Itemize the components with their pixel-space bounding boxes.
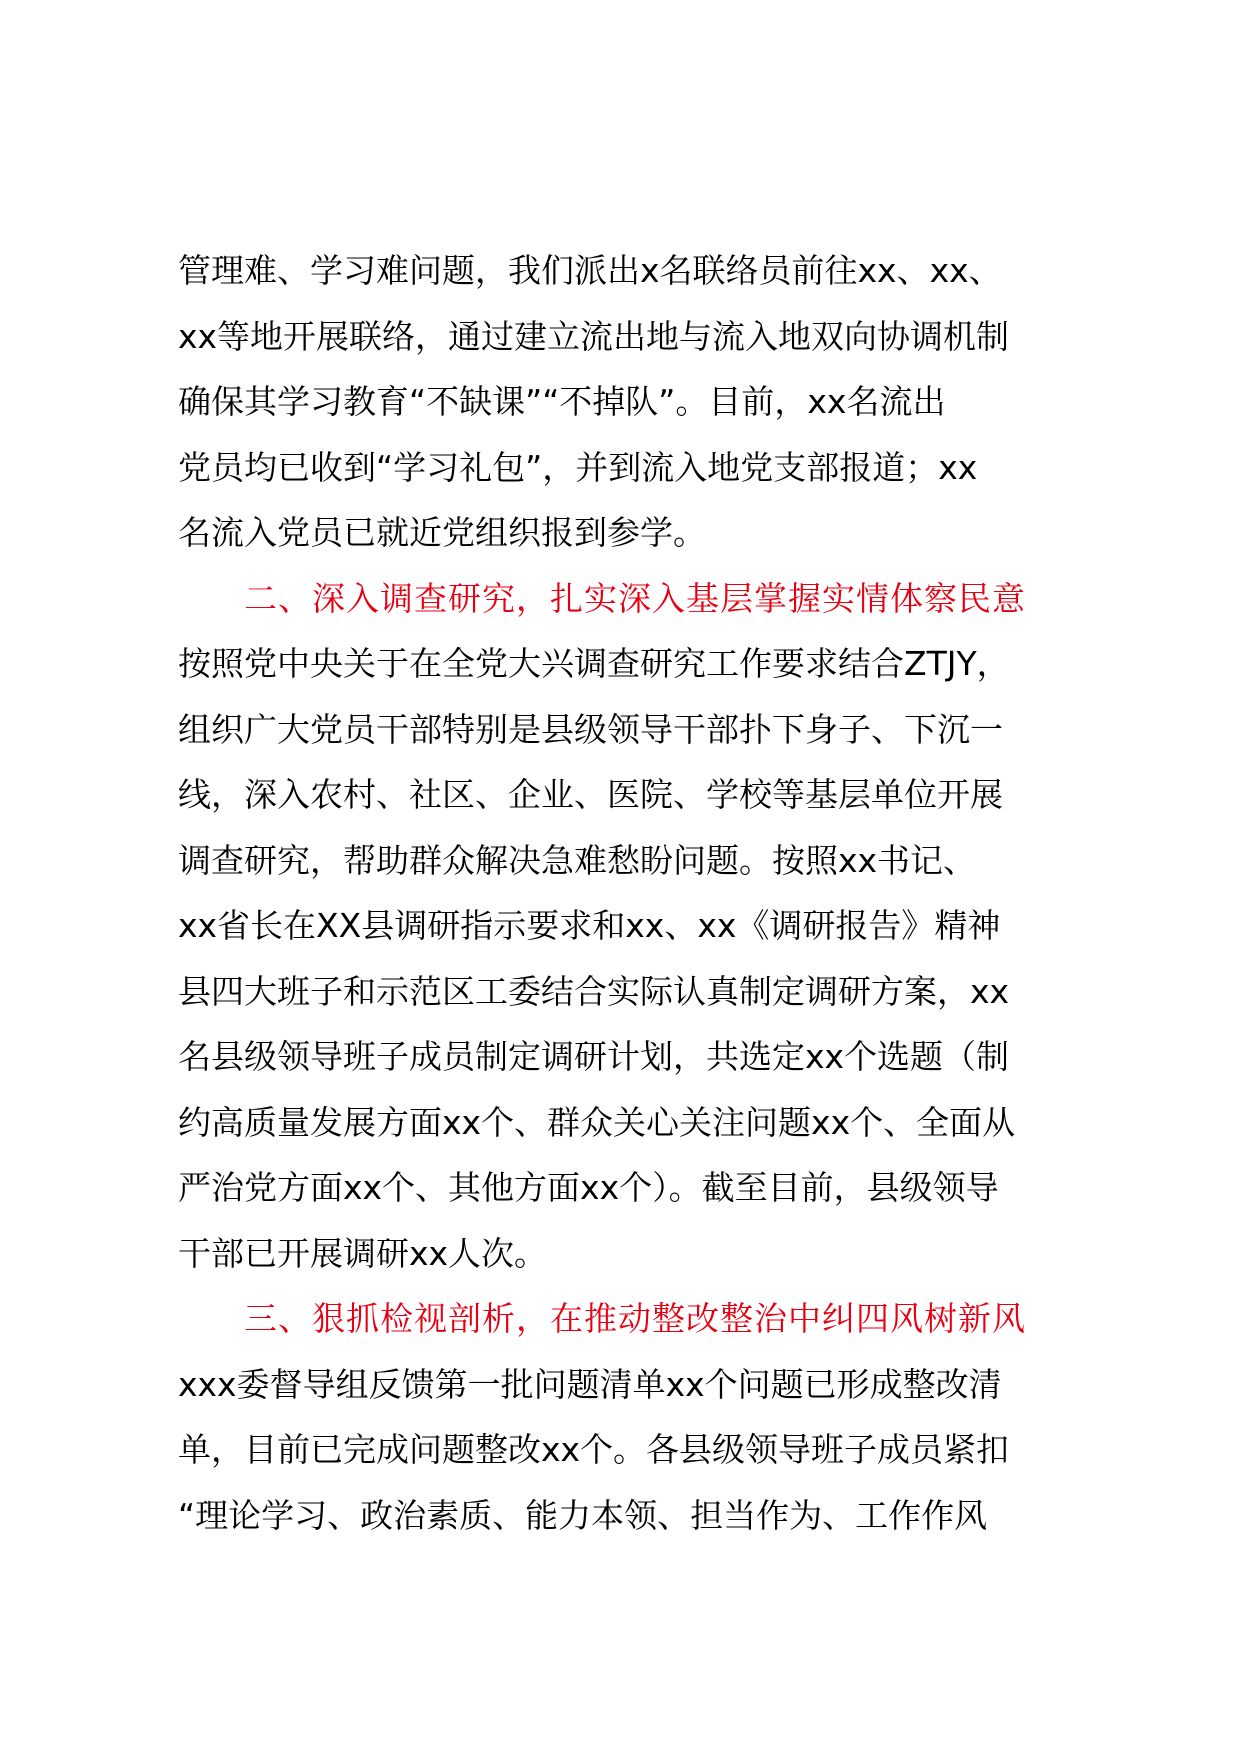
text-line: 名县级领导班子成员制定调研计划，共选定xx个选题（制 (178, 1037, 1010, 1076)
section-heading-2: 二、深入调查研究，扎实深入基层掌握实情体察民意 (244, 578, 1026, 618)
paragraph-rectification (178, 1352, 1108, 1549)
text-line: “理论学习、政治素质、能力本领、担当作为、工作作风 (178, 1495, 988, 1535)
text-line: 约高质量发展方面xx个、群众关心关注问题xx个、全面从 (178, 1102, 1016, 1142)
document-body (178, 238, 1108, 1548)
text-line: 按照党中央关于在全党大兴调查研究工作要求结合ZTJY， (178, 644, 1010, 683)
text-line: 县四大班子和示范区工委结合实际认真制定调研方案，xx (178, 971, 1010, 1011)
text-line: 单，目前已完成问题整改xx个。各县级领导班子成员紧扣 (178, 1430, 1010, 1469)
text-line: 调查研究，帮助群众解决急难愁盼问题。按照xx书记、 (178, 840, 977, 880)
text-line: xxx委督导组反馈第一批问题清单xx个问题已形成整改清 (178, 1364, 1002, 1404)
text-line: 线，深入农村、社区、企业、医院、学校等基层单位开展 (178, 775, 1003, 814)
section-heading-3: 三、狠抓检视剖析，在推动整改整治中纠四风树新风 (244, 1299, 1026, 1338)
text-line: 组织广大党员干部特别是县级领导干部扑下身子、下沉一 (178, 709, 1003, 749)
text-line: 管理难、学习难问题，我们派出x名联络员前往xx、xx、 (178, 251, 1002, 290)
text-line: xx省长在XX县调研指示要求和xx、xx《调研报告》精神 (178, 906, 1001, 945)
text-line: 名流入党员已就近党组织报到参学。 (178, 513, 706, 552)
text-line: 严治党方面xx个、其他方面xx个）。截至目前，县级领导 (178, 1168, 999, 1207)
paragraph-flow-party-members (178, 238, 1108, 566)
text-line: 党员均已收到“学习礼包”，并到流入地党支部报道；xx (178, 447, 978, 487)
text-line: 确保其学习教育“不缺课”“不掉队”。目前，xx名流出 (178, 382, 946, 421)
text-line: xx等地开展联络，通过建立流出地与流入地双向协调机制 (178, 316, 1010, 356)
text-line: 干部已开展调研xx人次。 (178, 1233, 548, 1273)
paragraph-investigation (178, 631, 1108, 1286)
